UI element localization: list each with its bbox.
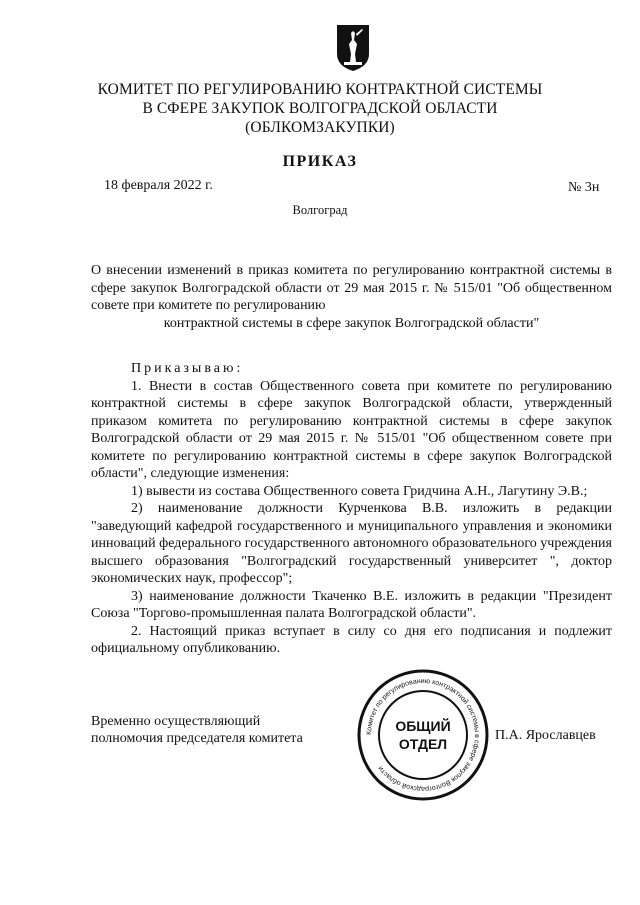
paragraph-1-item-2: 2) наименование должности Курченкова В.В. изложить в редакции "заведующий кафедрой государственного и муниципального управления и экономики инноваций федерального государственного автономного образовательного учреждения высшего образования "Волгоградский государственный университет ", доктор экономических наук, профессор"; [91, 501, 612, 586]
document-city: Волгоград [292, 203, 348, 217]
org-name-line-3: (ОБЛКОМЗАКУПКИ) [245, 119, 395, 136]
stamp-center-line-1: ОБЩИЙ [395, 718, 451, 734]
order-word: Приказываю: [131, 361, 244, 376]
document-subject [91, 262, 612, 332]
stamp-center-line-2: ОТДЕЛ [398, 736, 448, 752]
subject-last-line: контрактной системы в сфере закупок Волгоградской области" [163, 315, 540, 331]
document-type: ПРИКАЗ [282, 153, 358, 170]
paragraph-1-item-1: 1) вывести из состава Общественного совета Гридчина А.Н., Лагутину Э.В.; [131, 483, 588, 499]
stamp-ring-text: Комитет по регулированию контрактной системы в сфере закупок Волгоградской области [365, 677, 481, 793]
subject-text: О внесении изменений в приказ комитета по регулированию контрактной системы в сфере закупок Волгоградской области от 29 мая 2015 г. № 515/01 "Об общественном совете при комитете по регулированию [91, 263, 612, 313]
signatory-position-line-1: Временно осуществляющий [91, 714, 261, 729]
paragraph-2: 2. Настоящий приказ вступает в силу со дня его подписания и подлежит официальному опубликованию. [91, 623, 612, 656]
paragraph-1-item-3: 3) наименование должности Ткаченко В.Е. изложить в редакции "Президент Союза "Торгово-промышленная палата Волгоградской области". [91, 588, 612, 621]
org-name-line-1: КОМИТЕТ ПО РЕГУЛИРОВАНИЮ КОНТРАКТНОЙ СИСТЕМЫ [97, 81, 543, 98]
signatory-name: П.А. Ярославцев [495, 728, 596, 743]
coat-of-arms-icon [336, 24, 370, 72]
document-number: № 3н [568, 180, 600, 195]
signatory-position [91, 713, 303, 747]
org-name-line-2: В СФЕРЕ ЗАКУПОК ВОЛГОГРАДСКОЙ ОБЛАСТИ [142, 100, 498, 117]
document-date: 18 февраля 2022 г. [104, 178, 213, 193]
official-stamp [355, 667, 491, 803]
document-body [91, 360, 612, 658]
paragraph-1: 1. Внести в состав Общественного совета при комитете по регулированию контрактной системы в сфере закупок Волгоградской области, утвержденный приказом комитета по регулированию контрактной системы в сфере закупок Волгоградской области от 29 мая 2015 г. № 515/01 "Об общественном совете при комитете по регулированию контрактной системы в сфере закупок Волгоградской области", следующие изменения: [91, 378, 612, 481]
signatory-position-line-2: полномочия председателя комитета [91, 731, 303, 746]
